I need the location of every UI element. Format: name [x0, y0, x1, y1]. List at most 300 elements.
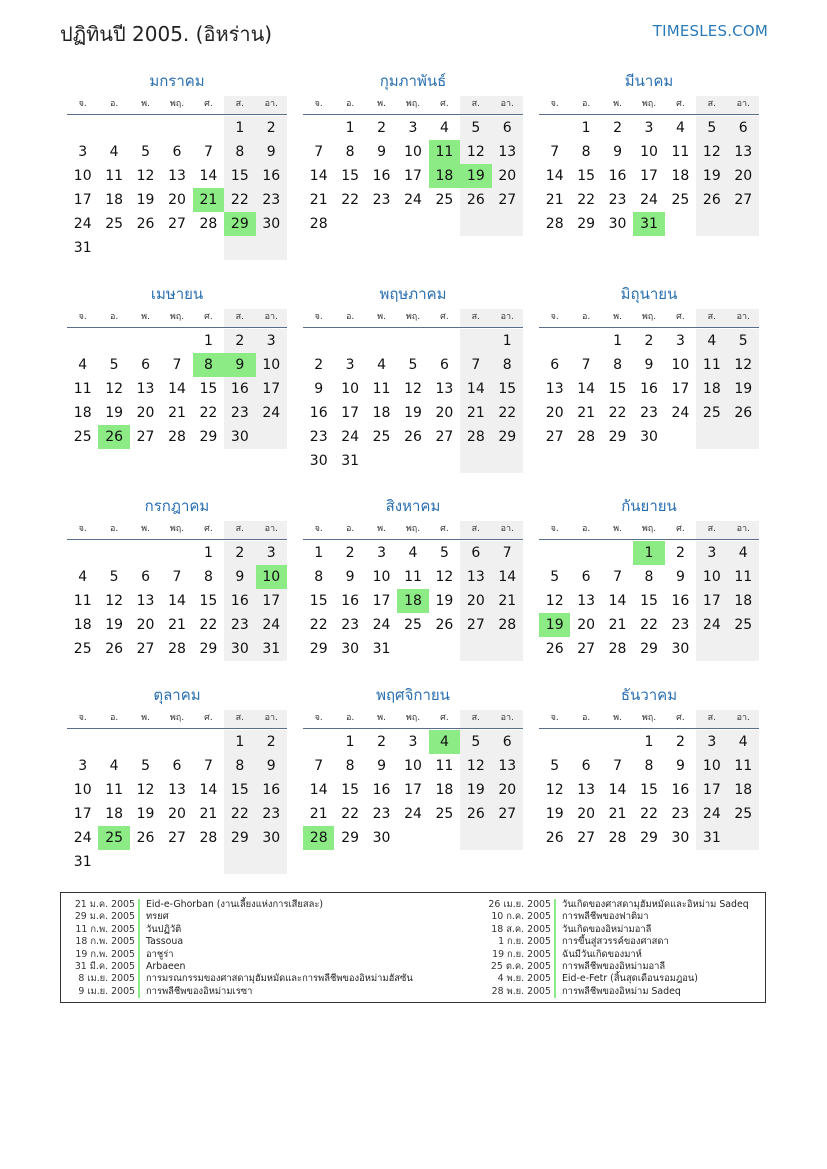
- day-cell[interactable]: 14: [168, 593, 186, 609]
- day-cell[interactable]: 17: [256, 377, 287, 401]
- day-cell[interactable]: 19: [105, 405, 124, 421]
- day-cell[interactable]: 13: [168, 782, 186, 798]
- day-cell[interactable]: 12: [136, 168, 155, 184]
- day-cell[interactable]: 28: [168, 641, 186, 657]
- day-cell[interactable]: 15: [224, 164, 255, 188]
- day-cell[interactable]: 30: [671, 641, 690, 657]
- day-cell[interactable]: 31: [256, 637, 287, 661]
- day-cell[interactable]: 17: [696, 589, 727, 613]
- day-cell[interactable]: 3: [256, 329, 287, 353]
- day-cell[interactable]: 29: [224, 826, 255, 850]
- day-cell[interactable]: 2: [613, 120, 623, 136]
- day-cell[interactable]: 19: [545, 806, 564, 822]
- day-cell[interactable]: 20: [460, 589, 491, 613]
- day-cell[interactable]: 1: [203, 545, 213, 561]
- day-cell[interactable]: 17: [404, 782, 422, 798]
- day-cell[interactable]: 11: [372, 381, 391, 397]
- day-cell[interactable]: 29: [577, 216, 596, 232]
- day-cell[interactable]: 22: [341, 192, 360, 208]
- holiday-day-cell[interactable]: 25: [98, 826, 129, 850]
- day-cell[interactable]: 9: [377, 144, 387, 160]
- day-cell[interactable]: 15: [199, 381, 218, 397]
- day-cell[interactable]: 5: [728, 329, 759, 353]
- day-cell[interactable]: 1: [345, 734, 355, 750]
- day-cell[interactable]: 4: [696, 329, 727, 353]
- day-cell[interactable]: 28: [460, 425, 491, 449]
- day-cell[interactable]: 28: [608, 641, 627, 657]
- day-cell[interactable]: 31: [73, 854, 92, 870]
- day-cell[interactable]: 4: [78, 357, 88, 373]
- day-cell[interactable]: 17: [372, 593, 391, 609]
- day-cell[interactable]: 11: [696, 353, 727, 377]
- day-cell[interactable]: 21: [168, 617, 186, 633]
- day-cell[interactable]: 13: [492, 140, 523, 164]
- day-cell[interactable]: 1: [492, 329, 523, 353]
- day-cell[interactable]: 23: [224, 401, 255, 425]
- day-cell[interactable]: 8: [644, 569, 654, 585]
- day-cell[interactable]: 11: [671, 144, 690, 160]
- day-cell[interactable]: 31: [341, 453, 360, 469]
- day-cell[interactable]: 4: [439, 120, 449, 136]
- day-cell[interactable]: 6: [172, 758, 182, 774]
- day-cell[interactable]: 13: [577, 593, 596, 609]
- day-cell[interactable]: 7: [172, 357, 182, 373]
- day-cell[interactable]: 15: [608, 381, 627, 397]
- day-cell[interactable]: 18: [696, 377, 727, 401]
- day-cell[interactable]: 9: [314, 381, 324, 397]
- day-cell[interactable]: 19: [460, 778, 491, 802]
- day-cell[interactable]: 27: [577, 641, 596, 657]
- day-cell[interactable]: 11: [73, 381, 92, 397]
- day-cell[interactable]: 14: [168, 381, 186, 397]
- day-cell[interactable]: 20: [136, 405, 155, 421]
- day-cell[interactable]: 4: [377, 357, 387, 373]
- day-cell[interactable]: 16: [341, 593, 360, 609]
- day-cell[interactable]: 12: [404, 381, 422, 397]
- day-cell[interactable]: 10: [404, 758, 422, 774]
- day-cell[interactable]: 16: [372, 168, 391, 184]
- day-cell[interactable]: 16: [608, 168, 627, 184]
- day-cell[interactable]: 15: [341, 782, 360, 798]
- day-cell[interactable]: 10: [73, 168, 92, 184]
- day-cell[interactable]: 26: [435, 617, 454, 633]
- day-cell[interactable]: 30: [256, 826, 287, 850]
- day-cell[interactable]: 3: [696, 541, 727, 565]
- day-cell[interactable]: 13: [492, 754, 523, 778]
- day-cell[interactable]: 26: [105, 641, 124, 657]
- day-cell[interactable]: 11: [728, 754, 759, 778]
- holiday-day-cell[interactable]: 10: [256, 565, 287, 589]
- day-cell[interactable]: 15: [577, 168, 596, 184]
- day-cell[interactable]: 24: [256, 401, 287, 425]
- day-cell[interactable]: 11: [404, 569, 422, 585]
- day-cell[interactable]: 12: [136, 782, 155, 798]
- day-cell[interactable]: 5: [408, 357, 418, 373]
- day-cell[interactable]: 11: [435, 758, 454, 774]
- day-cell[interactable]: 7: [613, 758, 623, 774]
- holiday-day-cell[interactable]: 18: [397, 589, 428, 613]
- day-cell[interactable]: 8: [345, 758, 355, 774]
- day-cell[interactable]: 6: [141, 357, 151, 373]
- day-cell[interactable]: 18: [73, 405, 92, 421]
- day-cell[interactable]: 1: [224, 730, 255, 754]
- day-cell[interactable]: 7: [613, 569, 623, 585]
- day-cell[interactable]: 10: [696, 754, 727, 778]
- day-cell[interactable]: 17: [73, 192, 92, 208]
- day-cell[interactable]: 2: [377, 734, 387, 750]
- day-cell[interactable]: 14: [608, 782, 627, 798]
- day-cell[interactable]: 3: [256, 541, 287, 565]
- day-cell[interactable]: 25: [728, 613, 759, 637]
- day-cell[interactable]: 25: [73, 641, 92, 657]
- day-cell[interactable]: 10: [372, 569, 391, 585]
- day-cell[interactable]: 24: [671, 405, 690, 421]
- day-cell[interactable]: 20: [168, 806, 186, 822]
- day-cell[interactable]: 15: [341, 168, 360, 184]
- day-cell[interactable]: 18: [728, 589, 759, 613]
- day-cell[interactable]: 24: [696, 613, 727, 637]
- day-cell[interactable]: 27: [492, 802, 523, 826]
- day-cell[interactable]: 27: [577, 830, 596, 846]
- day-cell[interactable]: 5: [696, 116, 727, 140]
- day-cell[interactable]: 6: [141, 569, 151, 585]
- day-cell[interactable]: 5: [439, 545, 449, 561]
- day-cell[interactable]: 21: [608, 806, 627, 822]
- day-cell[interactable]: 21: [309, 192, 328, 208]
- day-cell[interactable]: 5: [109, 357, 119, 373]
- day-cell[interactable]: 26: [545, 641, 564, 657]
- day-cell[interactable]: 29: [341, 830, 360, 846]
- day-cell[interactable]: 27: [136, 429, 155, 445]
- day-cell[interactable]: 6: [550, 357, 560, 373]
- day-cell[interactable]: 21: [309, 806, 328, 822]
- day-cell[interactable]: 29: [640, 830, 658, 846]
- day-cell[interactable]: 8: [613, 357, 623, 373]
- day-cell[interactable]: 10: [73, 782, 92, 798]
- day-cell[interactable]: 24: [404, 192, 422, 208]
- day-cell[interactable]: 21: [545, 192, 564, 208]
- day-cell[interactable]: 24: [372, 617, 391, 633]
- day-cell[interactable]: 1: [345, 120, 355, 136]
- day-cell[interactable]: 14: [199, 782, 218, 798]
- holiday-day-cell[interactable]: 29: [224, 212, 255, 236]
- day-cell[interactable]: 16: [224, 377, 255, 401]
- day-cell[interactable]: 19: [136, 192, 155, 208]
- day-cell[interactable]: 30: [224, 637, 255, 661]
- day-cell[interactable]: 15: [224, 778, 255, 802]
- holiday-day-cell[interactable]: 21: [193, 188, 224, 212]
- day-cell[interactable]: 3: [675, 333, 685, 349]
- day-cell[interactable]: 22: [224, 802, 255, 826]
- day-cell[interactable]: 29: [199, 641, 218, 657]
- day-cell[interactable]: 25: [728, 802, 759, 826]
- day-cell[interactable]: 6: [172, 144, 182, 160]
- day-cell[interactable]: 30: [671, 830, 690, 846]
- holiday-day-cell[interactable]: 11: [429, 140, 460, 164]
- day-cell[interactable]: 3: [345, 357, 355, 373]
- day-cell[interactable]: 6: [581, 569, 591, 585]
- day-cell[interactable]: 23: [372, 806, 391, 822]
- day-cell[interactable]: 10: [256, 353, 287, 377]
- day-cell[interactable]: 1: [581, 120, 591, 136]
- day-cell[interactable]: 24: [256, 613, 287, 637]
- day-cell[interactable]: 10: [671, 357, 690, 373]
- day-cell[interactable]: 5: [141, 758, 151, 774]
- day-cell[interactable]: 9: [613, 144, 623, 160]
- day-cell[interactable]: 1: [613, 333, 623, 349]
- day-cell[interactable]: 20: [492, 778, 523, 802]
- day-cell[interactable]: 12: [105, 381, 124, 397]
- day-cell[interactable]: 28: [309, 216, 328, 232]
- day-cell[interactable]: 21: [168, 405, 186, 421]
- day-cell[interactable]: 2: [377, 120, 387, 136]
- day-cell[interactable]: 28: [199, 830, 218, 846]
- day-cell[interactable]: 8: [224, 754, 255, 778]
- day-cell[interactable]: 30: [224, 425, 255, 449]
- day-cell[interactable]: 26: [136, 216, 155, 232]
- day-cell[interactable]: 7: [492, 541, 523, 565]
- day-cell[interactable]: 14: [492, 565, 523, 589]
- day-cell[interactable]: 10: [341, 381, 360, 397]
- day-cell[interactable]: 23: [372, 192, 391, 208]
- day-cell[interactable]: 23: [671, 806, 690, 822]
- day-cell[interactable]: 24: [404, 806, 422, 822]
- day-cell[interactable]: 19: [105, 617, 124, 633]
- day-cell[interactable]: 16: [372, 782, 391, 798]
- day-cell[interactable]: 8: [224, 140, 255, 164]
- day-cell[interactable]: 17: [696, 778, 727, 802]
- day-cell[interactable]: 27: [136, 641, 155, 657]
- day-cell[interactable]: 13: [577, 782, 596, 798]
- day-cell[interactable]: 27: [168, 830, 186, 846]
- day-cell[interactable]: 21: [608, 617, 627, 633]
- day-cell[interactable]: 28: [492, 613, 523, 637]
- day-cell[interactable]: 17: [640, 168, 658, 184]
- day-cell[interactable]: 22: [341, 806, 360, 822]
- day-cell[interactable]: 21: [492, 589, 523, 613]
- day-cell[interactable]: 2: [345, 545, 355, 561]
- day-cell[interactable]: 6: [439, 357, 449, 373]
- day-cell[interactable]: 25: [73, 429, 92, 445]
- holiday-day-cell[interactable]: 9: [224, 353, 255, 377]
- day-cell[interactable]: 24: [640, 192, 658, 208]
- day-cell[interactable]: 2: [224, 329, 255, 353]
- day-cell[interactable]: 4: [109, 758, 119, 774]
- day-cell[interactable]: 31: [696, 826, 727, 850]
- day-cell[interactable]: 4: [728, 541, 759, 565]
- day-cell[interactable]: 28: [545, 216, 564, 232]
- day-cell[interactable]: 15: [640, 593, 658, 609]
- day-cell[interactable]: 30: [608, 216, 627, 232]
- day-cell[interactable]: 25: [671, 192, 690, 208]
- day-cell[interactable]: 13: [136, 381, 155, 397]
- day-cell[interactable]: 9: [345, 569, 355, 585]
- day-cell[interactable]: 30: [372, 830, 391, 846]
- day-cell[interactable]: 25: [435, 192, 454, 208]
- day-cell[interactable]: 7: [172, 569, 182, 585]
- day-cell[interactable]: 19: [404, 405, 422, 421]
- day-cell[interactable]: 3: [78, 144, 88, 160]
- day-cell[interactable]: 26: [460, 802, 491, 826]
- day-cell[interactable]: 16: [224, 589, 255, 613]
- day-cell[interactable]: 12: [545, 593, 564, 609]
- day-cell[interactable]: 7: [314, 758, 324, 774]
- day-cell[interactable]: 14: [309, 168, 328, 184]
- day-cell[interactable]: 29: [640, 641, 658, 657]
- day-cell[interactable]: 19: [136, 806, 155, 822]
- day-cell[interactable]: 28: [168, 429, 186, 445]
- day-cell[interactable]: 14: [608, 593, 627, 609]
- day-cell[interactable]: 14: [460, 377, 491, 401]
- day-cell[interactable]: 22: [199, 405, 218, 421]
- day-cell[interactable]: 13: [435, 381, 454, 397]
- day-cell[interactable]: 3: [644, 120, 654, 136]
- day-cell[interactable]: 30: [640, 429, 658, 445]
- day-cell[interactable]: 20: [577, 617, 596, 633]
- day-cell[interactable]: 2: [675, 734, 685, 750]
- day-cell[interactable]: 31: [73, 240, 92, 256]
- day-cell[interactable]: 22: [608, 405, 627, 421]
- day-cell[interactable]: 16: [671, 593, 690, 609]
- day-cell[interactable]: 12: [435, 569, 454, 585]
- day-cell[interactable]: 27: [492, 188, 523, 212]
- day-cell[interactable]: 18: [728, 778, 759, 802]
- day-cell[interactable]: 1: [314, 545, 324, 561]
- day-cell[interactable]: 6: [492, 730, 523, 754]
- day-cell[interactable]: 7: [203, 758, 213, 774]
- day-cell[interactable]: 9: [675, 758, 685, 774]
- day-cell[interactable]: 10: [640, 144, 658, 160]
- day-cell[interactable]: 12: [105, 593, 124, 609]
- day-cell[interactable]: 25: [105, 216, 124, 232]
- day-cell[interactable]: 17: [671, 381, 690, 397]
- day-cell[interactable]: 2: [256, 730, 287, 754]
- day-cell[interactable]: 23: [256, 188, 287, 212]
- day-cell[interactable]: 16: [256, 778, 287, 802]
- day-cell[interactable]: 2: [314, 357, 324, 373]
- day-cell[interactable]: 30: [341, 641, 360, 657]
- day-cell[interactable]: 10: [404, 144, 422, 160]
- day-cell[interactable]: 9: [256, 754, 287, 778]
- day-cell[interactable]: 23: [341, 617, 360, 633]
- holiday-day-cell[interactable]: 18: [429, 164, 460, 188]
- day-cell[interactable]: 3: [377, 545, 387, 561]
- day-cell[interactable]: 3: [696, 730, 727, 754]
- day-cell[interactable]: 4: [728, 730, 759, 754]
- holiday-day-cell[interactable]: 8: [193, 353, 224, 377]
- day-cell[interactable]: 11: [105, 168, 124, 184]
- day-cell[interactable]: 7: [314, 144, 324, 160]
- day-cell[interactable]: 22: [640, 617, 658, 633]
- site-logo-text[interactable]: TIMESLES.COM: [652, 22, 768, 40]
- day-cell[interactable]: 11: [105, 782, 124, 798]
- day-cell[interactable]: 2: [644, 333, 654, 349]
- day-cell[interactable]: 22: [577, 192, 596, 208]
- day-cell[interactable]: 14: [577, 381, 596, 397]
- day-cell[interactable]: 28: [608, 830, 627, 846]
- day-cell[interactable]: 12: [696, 140, 727, 164]
- day-cell[interactable]: 30: [309, 453, 328, 469]
- day-cell[interactable]: 2: [675, 545, 685, 561]
- day-cell[interactable]: 15: [199, 593, 218, 609]
- day-cell[interactable]: 17: [73, 806, 92, 822]
- day-cell[interactable]: 23: [224, 613, 255, 637]
- day-cell[interactable]: 7: [581, 357, 591, 373]
- day-cell[interactable]: 5: [460, 730, 491, 754]
- day-cell[interactable]: 1: [224, 116, 255, 140]
- day-cell[interactable]: 27: [545, 429, 564, 445]
- day-cell[interactable]: 20: [728, 164, 759, 188]
- day-cell[interactable]: 1: [644, 734, 654, 750]
- day-cell[interactable]: 26: [545, 830, 564, 846]
- day-cell[interactable]: 14: [545, 168, 564, 184]
- day-cell[interactable]: 18: [73, 617, 92, 633]
- day-cell[interactable]: 22: [309, 617, 328, 633]
- day-cell[interactable]: 20: [577, 806, 596, 822]
- day-cell[interactable]: 12: [460, 754, 491, 778]
- day-cell[interactable]: 27: [460, 613, 491, 637]
- day-cell[interactable]: 10: [696, 565, 727, 589]
- day-cell[interactable]: 25: [435, 806, 454, 822]
- day-cell[interactable]: 12: [728, 353, 759, 377]
- holiday-day-cell[interactable]: 4: [429, 730, 460, 754]
- day-cell[interactable]: 11: [73, 593, 92, 609]
- day-cell[interactable]: 29: [608, 429, 627, 445]
- day-cell[interactable]: 12: [545, 782, 564, 798]
- day-cell[interactable]: 5: [109, 569, 119, 585]
- day-cell[interactable]: 21: [577, 405, 596, 421]
- day-cell[interactable]: 23: [671, 617, 690, 633]
- day-cell[interactable]: 17: [404, 168, 422, 184]
- day-cell[interactable]: 24: [73, 830, 92, 846]
- day-cell[interactable]: 5: [550, 569, 560, 585]
- day-cell[interactable]: 5: [141, 144, 151, 160]
- day-cell[interactable]: 13: [545, 381, 564, 397]
- day-cell[interactable]: 25: [404, 617, 422, 633]
- day-cell[interactable]: 25: [372, 429, 391, 445]
- day-cell[interactable]: 13: [136, 593, 155, 609]
- day-cell[interactable]: 27: [435, 429, 454, 445]
- day-cell[interactable]: 27: [168, 216, 186, 232]
- day-cell[interactable]: 28: [199, 216, 218, 232]
- holiday-day-cell[interactable]: 26: [98, 425, 129, 449]
- day-cell[interactable]: 22: [640, 806, 658, 822]
- day-cell[interactable]: 2: [256, 116, 287, 140]
- day-cell[interactable]: 22: [199, 617, 218, 633]
- holiday-day-cell[interactable]: 19: [539, 613, 570, 637]
- day-cell[interactable]: 21: [199, 806, 218, 822]
- day-cell[interactable]: 25: [696, 401, 727, 425]
- day-cell[interactable]: 3: [408, 734, 418, 750]
- day-cell[interactable]: 14: [309, 782, 328, 798]
- day-cell[interactable]: 12: [460, 140, 491, 164]
- day-cell[interactable]: 5: [460, 116, 491, 140]
- day-cell[interactable]: 8: [492, 353, 523, 377]
- day-cell[interactable]: 16: [671, 782, 690, 798]
- day-cell[interactable]: 7: [550, 144, 560, 160]
- day-cell[interactable]: 26: [404, 429, 422, 445]
- day-cell[interactable]: 4: [675, 120, 685, 136]
- day-cell[interactable]: 29: [199, 429, 218, 445]
- day-cell[interactable]: 16: [309, 405, 328, 421]
- day-cell[interactable]: 21: [460, 401, 491, 425]
- day-cell[interactable]: 20: [435, 405, 454, 421]
- day-cell[interactable]: 6: [728, 116, 759, 140]
- day-cell[interactable]: 29: [492, 425, 523, 449]
- day-cell[interactable]: 3: [408, 120, 418, 136]
- holiday-day-cell[interactable]: 28: [303, 826, 334, 850]
- day-cell[interactable]: 19: [696, 164, 727, 188]
